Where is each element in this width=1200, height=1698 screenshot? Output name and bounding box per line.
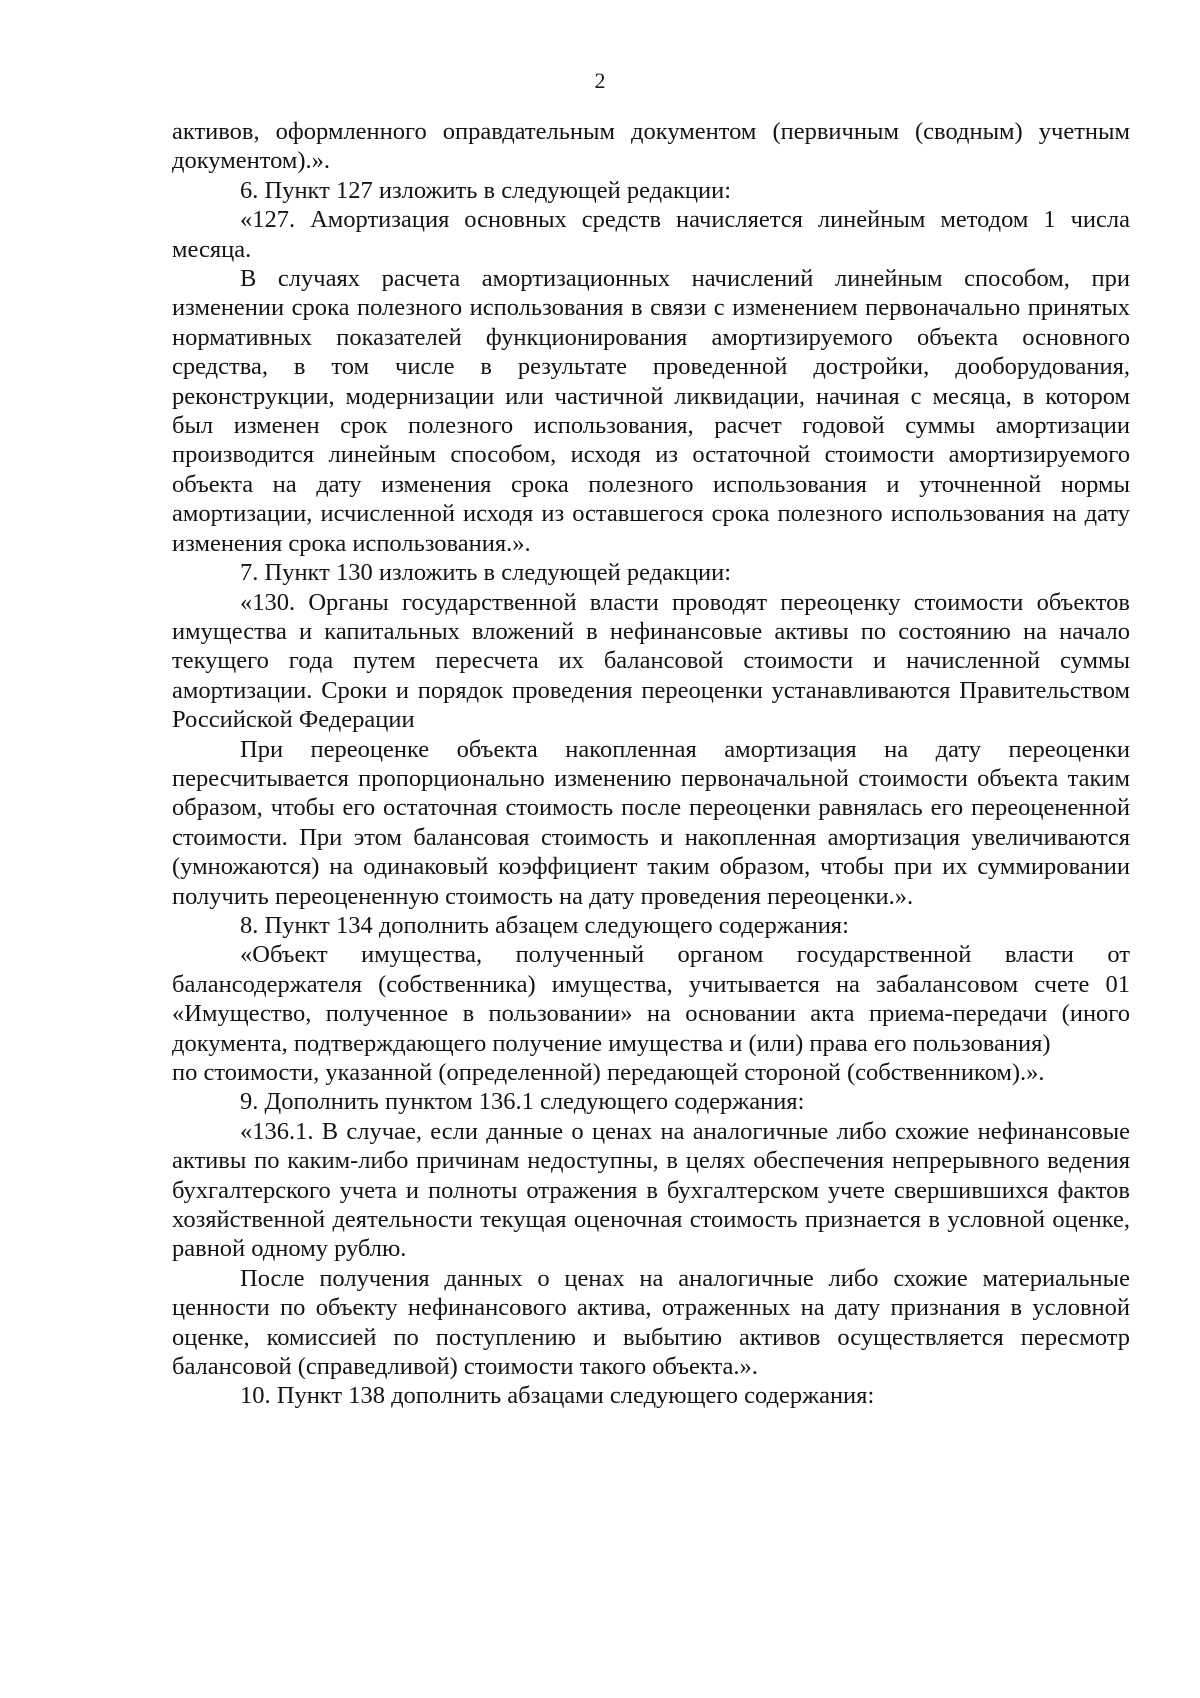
paragraph: «Объект имущества, полученный органом государственной власти от балансодержателя (собственника) имущества, учитывается на забалансовом счете 01 «Имущество, полученное в пользовании» на основании акта приема-передачи (иного документа, подтверждающего получение имущества и (или) права его пользования) (172, 941, 1130, 1057)
paragraph: по стоимости, указанной (определенной) передающей стороной (собственником).». (172, 1059, 1045, 1086)
paragraph: «130. Органы государственной власти проводят переоценку стоимости объектов имущества и капитальных вложений в нефинансовые активы по состоянию на начало текущего года путем пересчета их балансовой стоимости и начисленной суммы амортизации. Сроки и порядок проведения переоценки устанавливаются Правительством Российской Федерации (172, 588, 1130, 734)
paragraph: «136.1. В случае, если данные о ценах на аналогичные либо схожие нефинансовые активы по каким-либо причинам недоступны, в целях обеспечения непрерывного ведения бухгалтерского учета и полноты отражения в бухгалтерском учете свершившихся фактов хозяйственной деятельности текущая оценочная стоимость признается в условной оценке, равной одному рублю. (172, 1117, 1130, 1263)
document-body (172, 117, 1130, 1411)
paragraph: активов, оформленного оправдательным документом (первичным (сводным) учетным документом).». (172, 118, 1130, 175)
paragraph: 9. Дополнить пунктом 136.1 следующего содержания: (240, 1088, 805, 1116)
paragraph: После получения данных о ценах на аналогичные либо схожие материальные ценности по объекту нефинансового актива, отраженных на дату признания в условной оценке, комиссией по поступлению и выбытию активов осуществляется пересмотр балансовой (справедливой) стоимости такого объекта.». (172, 1264, 1130, 1381)
paragraph: 6. Пункт 127 изложить в следующей редакции: (240, 176, 732, 204)
paragraph: «127. Амортизация основных средств начисляется линейным методом 1 числа месяца. (172, 206, 1130, 263)
paragraph: В случаях расчета амортизационных начислений линейным способом, при изменении срока полезного использования в связи с изменением первоначально принятых нормативных показателей функционирования амортизируемого объекта основного средства, в том числе в результате проведенной достройки, дооборудования, реконструкции, модернизации или частичной ликвидации, начиная с месяца, в котором был изменен срок полезного использования, расчет годовой суммы амортизации производится линейным способом, исходя из остаточной стоимости амортизируемого объекта на дату изменения срока полезного использования и уточненной нормы амортизации, исчисленной исходя из оставшегося срока полезного использования на дату изменения срока использования.». (172, 265, 1130, 557)
paragraph: 8. Пункт 134 дополнить абзацем следующего содержания: (240, 911, 849, 939)
paragraph: 7. Пункт 130 изложить в следующей редакции: (240, 559, 732, 587)
paragraph: При переоценке объекта накопленная амортизация на дату переоценки пересчитывается пропорционально изменению первоначальной стоимости объекта таким образом, чтобы его остаточная стоимость после переоценки равнялась его переоцененной стоимости. При этом балансовая стоимость и накопленная амортизация увеличиваются (умножаются) на одинаковый коэффициент таким образом, чтобы при их суммировании получить переоцененную стоимость на дату проведения переоценки.». (172, 735, 1130, 910)
paragraph: 10. Пункт 138 дополнить абзацами следующего содержания: (240, 1382, 875, 1410)
page-number: 2 (594, 68, 606, 93)
